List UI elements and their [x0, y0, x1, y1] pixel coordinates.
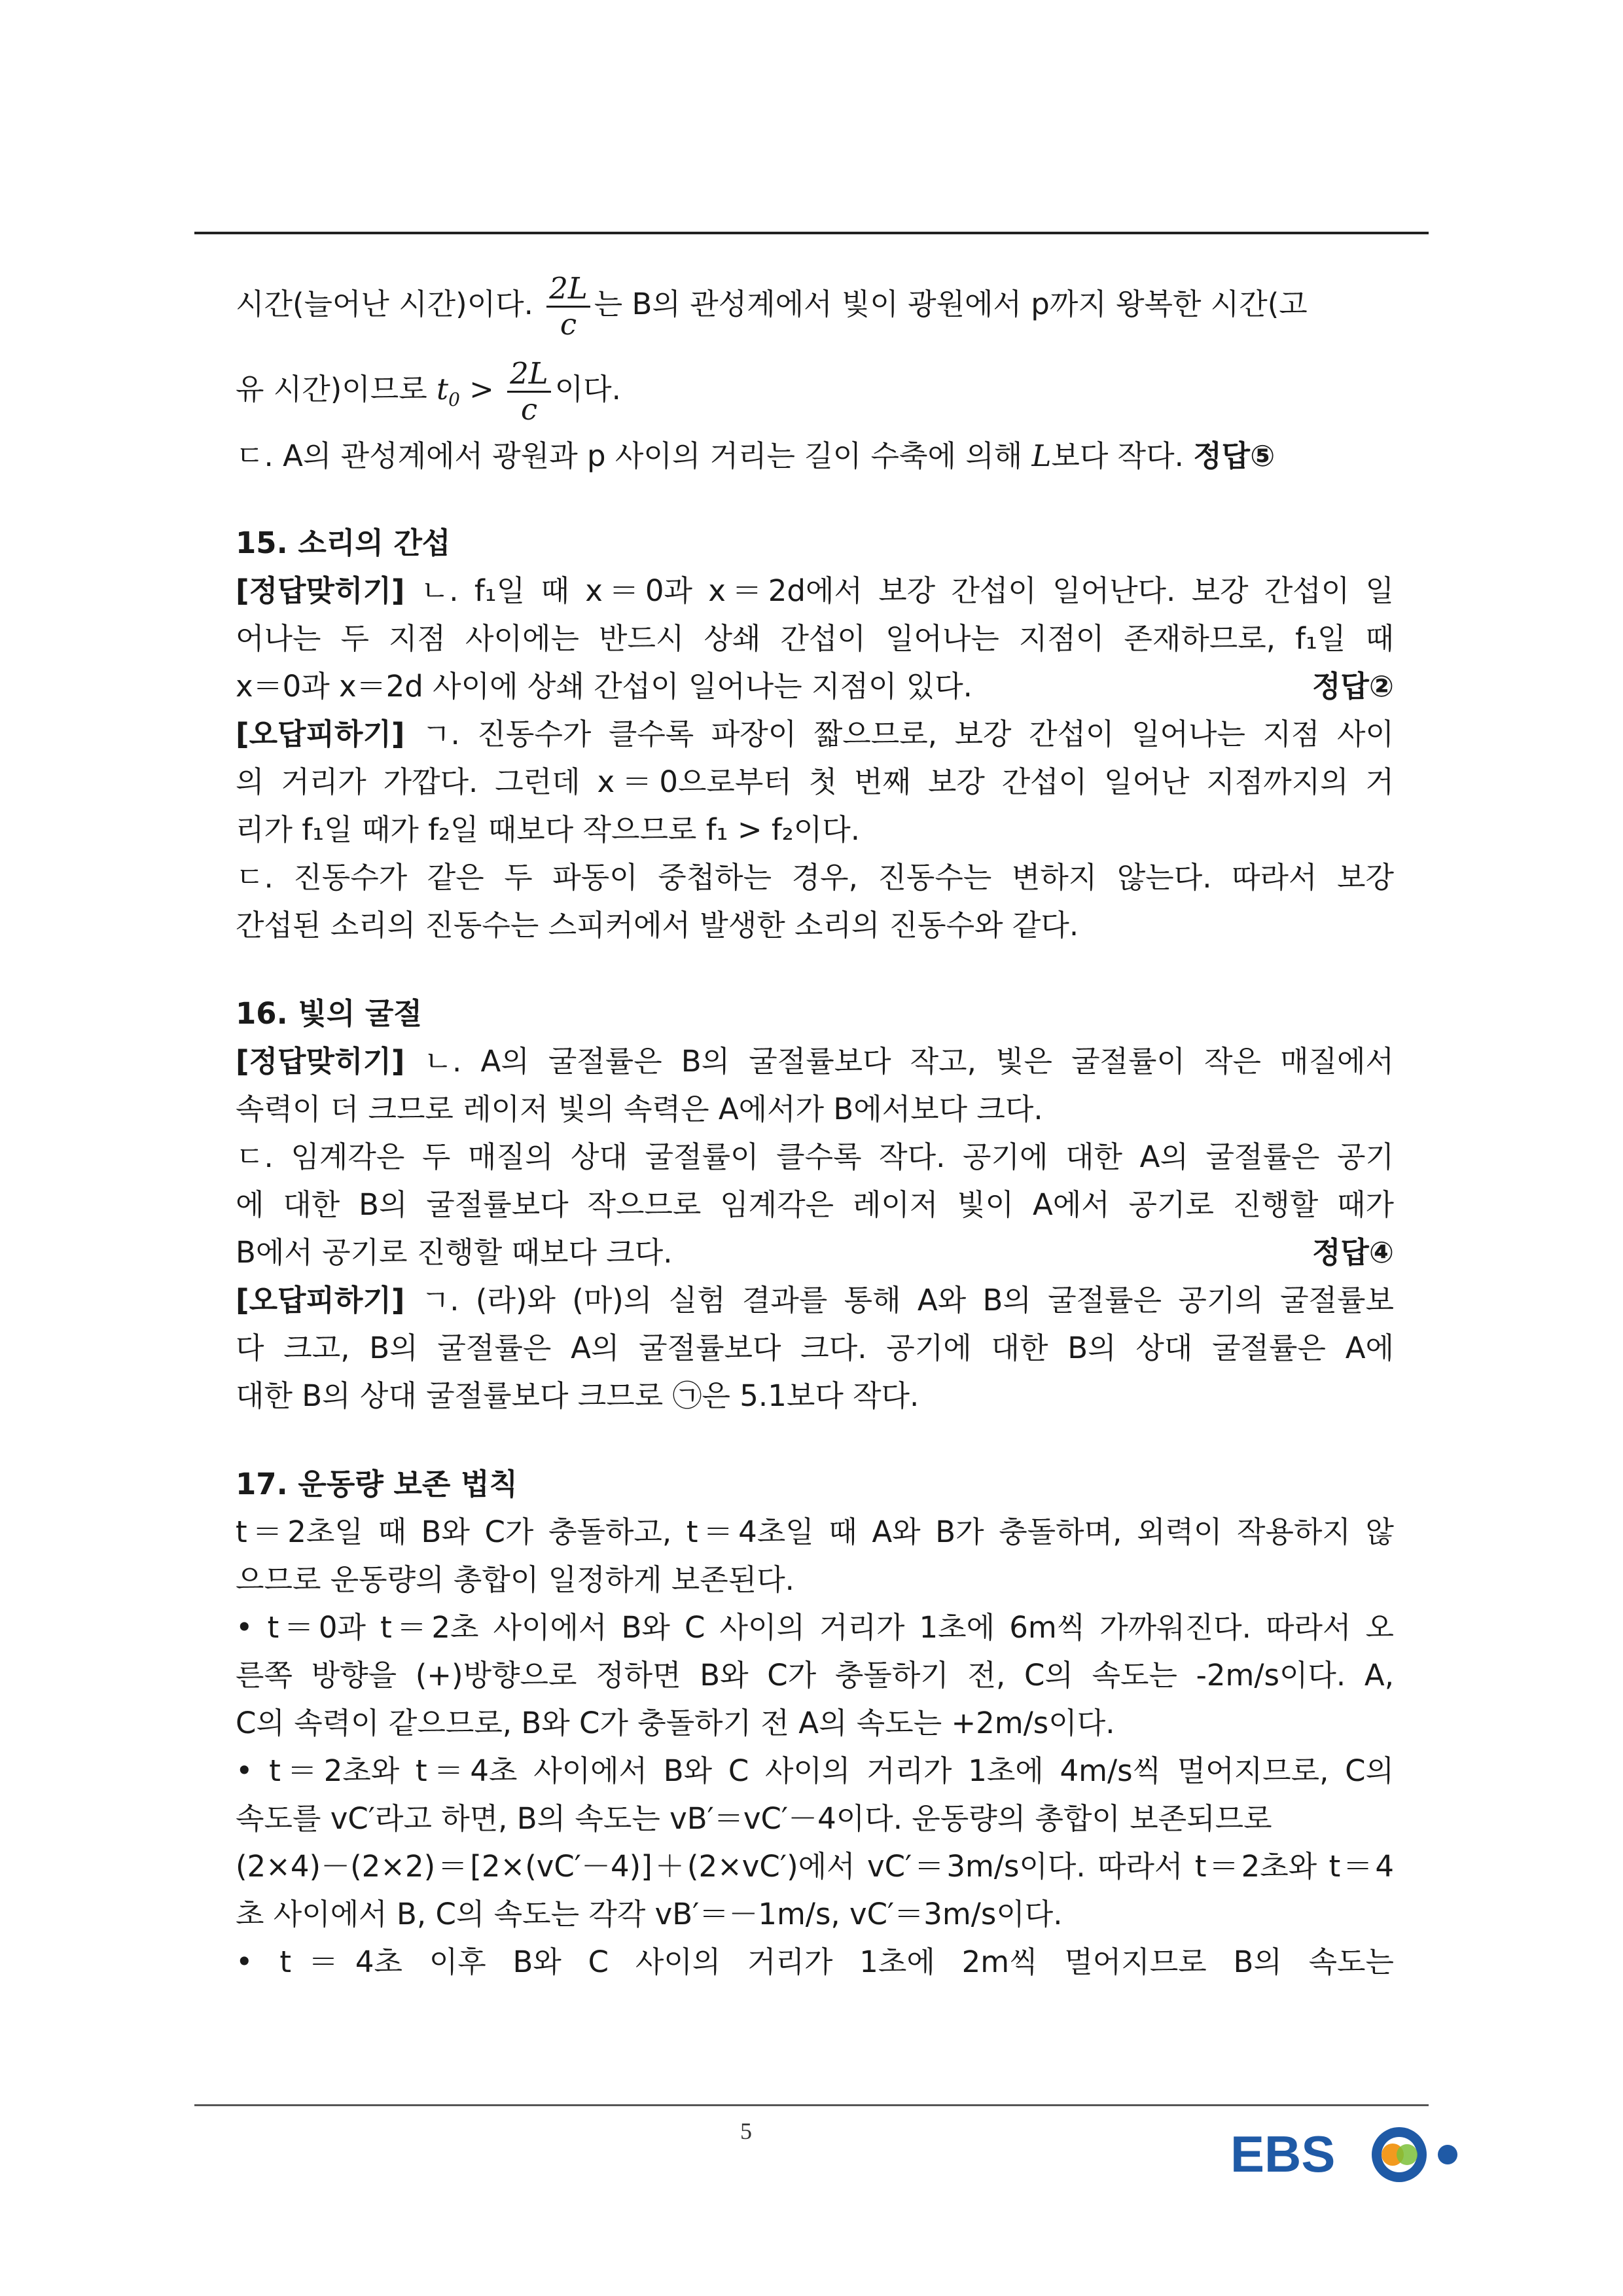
ebs-logo: [1230, 2121, 1466, 2193]
s17-line-5: C의 속력이 같으므로, B와 C가 충돌하기 전 A의 속도는 +2m/s이다.: [236, 1706, 1115, 1740]
s16-right-line-4: 에 대한 B의 굴절률보다 작으므로 임계각은 레이저 빛이 A에서 공기로 진행할 때가: [236, 1187, 1394, 1222]
answer-label: 정답⑤: [1193, 439, 1275, 473]
s15-wrong-line-4: ㄷ. 진동수가 같은 두 파동이 중첩하는 경우, 진동수는 변하지 않는다. 따라서 보강: [236, 860, 1394, 895]
ebs-logo-text: EBS: [1230, 2125, 1336, 2183]
s15-wrong-line-1: [오답피하기] ㄱ. 진동수가 클수록 파장이 짧으므로, 보강 간섭이 일어나는 지점 사이: [236, 717, 1394, 751]
s17-line-6: • t＝2초와 t＝4초 사이에서 B와 C 사이의 거리가 1초에 4m/s씩 멀어지므로, C의: [236, 1753, 1394, 1788]
page-body: [236, 262, 1394, 1986]
s15-right-line-2: 어나는 두 지점 사이에는 반드시 상쇄 간섭이 일어나는 지점이 존재하므로, f₁일 때: [236, 621, 1394, 656]
s17-line-9: 초 사이에서 B, C의 속도는 각각 vB′＝－1m/s, vC′＝3m/s이다.: [236, 1897, 1063, 1931]
s16-right-line-5: B에서 공기로 진행할 때보다 크다. 정답④: [236, 1229, 1394, 1276]
header-rule: [194, 232, 1429, 234]
section-15-title: 15. 소리의 간섭: [236, 526, 451, 560]
intro-line-3: ㄷ. A의 관성계에서 광원과 p 사이의 거리는 길이 수축에 의해 L보다 작다. 정답⑤: [236, 439, 1275, 473]
answer-label: 정답②: [1311, 669, 1394, 704]
answer-label: 정답④: [1311, 1235, 1394, 1270]
s17-line-8: (2×4)－(2×2)＝[2×(vC′－4)]＋(2×vC′)에서 vC′＝3m/s이다. 따라서 t＝2초와 t＝4: [236, 1849, 1394, 1884]
intro-line-1: 시간(늘어난 시간)이다. $\frac{2L}{c}$ 는 B의 관성계에서 빛이 광원에서 p까지 왕복한 시간(고: [236, 270, 1308, 342]
s15-wrong-line-3: 리가 f₁일 때가 f₂일 때보다 작으므로 f₁ > f₂이다.: [236, 812, 861, 847]
s15-wrong-line-2: 의 거리가 가깝다. 그런데 x＝0으로부터 첫 번째 보강 간섭이 일어난 지점까지의 거: [236, 764, 1394, 799]
s15-right-line-1: [정답맞히기] ㄴ. f₁일 때 x＝0과 x＝2d에서 보강 간섭이 일어난다. 보강 간섭이 일: [236, 573, 1394, 608]
s16-wrong-line-1: [오답피하기] ㄱ. (라)와 (마)의 실험 결과를 통해 A와 B의 굴절률은 공기의 굴절률보: [236, 1283, 1394, 1318]
s16-wrong-line-2: 다 크고, B의 굴절률은 A의 굴절률보다 크다. 공기에 대한 B의 상대 굴절률은 A에: [236, 1331, 1394, 1365]
s17-line-2: 으므로 운동량의 총합이 일정하게 보존된다.: [236, 1562, 794, 1597]
page-number: 5: [740, 2118, 752, 2144]
s16-right-line-2: 속력이 더 크므로 레이저 빛의 속력은 A에서가 B에서보다 크다.: [236, 1092, 1043, 1126]
logo-green-dot: [1397, 2144, 1418, 2165]
s17-line-7: 속도를 vC′라고 하면, B의 속도는 vB′＝vC′－4이다. 운동량의 총합이 보존되므로: [236, 1801, 1272, 1836]
s16-wrong-line-3: 대한 B의 상대 굴절률보다 크므로 ㉠은 5.1보다 작다.: [236, 1378, 919, 1413]
s17-line-10: • t＝4초 이후 B와 C 사이의 거리가 1초에 2m씩 멀어지므로 B의 속도는: [236, 1945, 1394, 1979]
s17-line-1: t＝2초일 때 B와 C가 충돌하고, t＝4초일 때 A와 B가 충돌하며, 외력이 작용하지 않: [236, 1515, 1394, 1549]
s17-line-3: • t＝0과 t＝2초 사이에서 B와 C 사이의 거리가 1초에 6m씩 가까워진다. 따라서 오: [236, 1610, 1394, 1645]
section-16-title: 16. 빛의 굴절: [236, 996, 422, 1031]
logo-small-blue-dot: [1438, 2145, 1457, 2164]
footer-rule: [194, 2104, 1429, 2106]
fraction-2l-over-c-2: $\frac{2L}{c}$: [507, 357, 551, 427]
s17-line-4: 른쪽 방향을 (+)방향으로 정하면 B와 C가 충돌하기 전, C의 속도는 -2m/s이다. A,: [236, 1658, 1394, 1693]
s15-wrong-line-5: 간섭된 소리의 진동수는 스피커에서 발생한 소리의 진동수와 같다.: [236, 908, 1079, 942]
s15-right-line-3: x＝0과 x＝2d 사이에 상쇄 간섭이 일어나는 지점이 있다. 정답②: [236, 662, 1394, 710]
section-17-title: 17. 운동량 보존 법칙: [236, 1467, 518, 1501]
t0-symbol: $t_0$: [437, 372, 460, 410]
s16-right-line-3: ㄷ. 임계각은 두 매질의 상대 굴절률이 클수록 작다. 공기에 대한 A의 굴절률은 공기: [236, 1139, 1394, 1174]
s16-right-line-1: [정답맞히기] ㄴ. A의 굴절률은 B의 굴절률보다 작고, 빛은 굴절률이 작은 매질에서: [236, 1044, 1394, 1079]
intro-line-2: 유 시간)이므로 $t_0$ > $\frac{2L}{c}$ 이다.: [236, 355, 621, 427]
fraction-2l-over-c: $\frac{2L}{c}$: [546, 272, 590, 342]
